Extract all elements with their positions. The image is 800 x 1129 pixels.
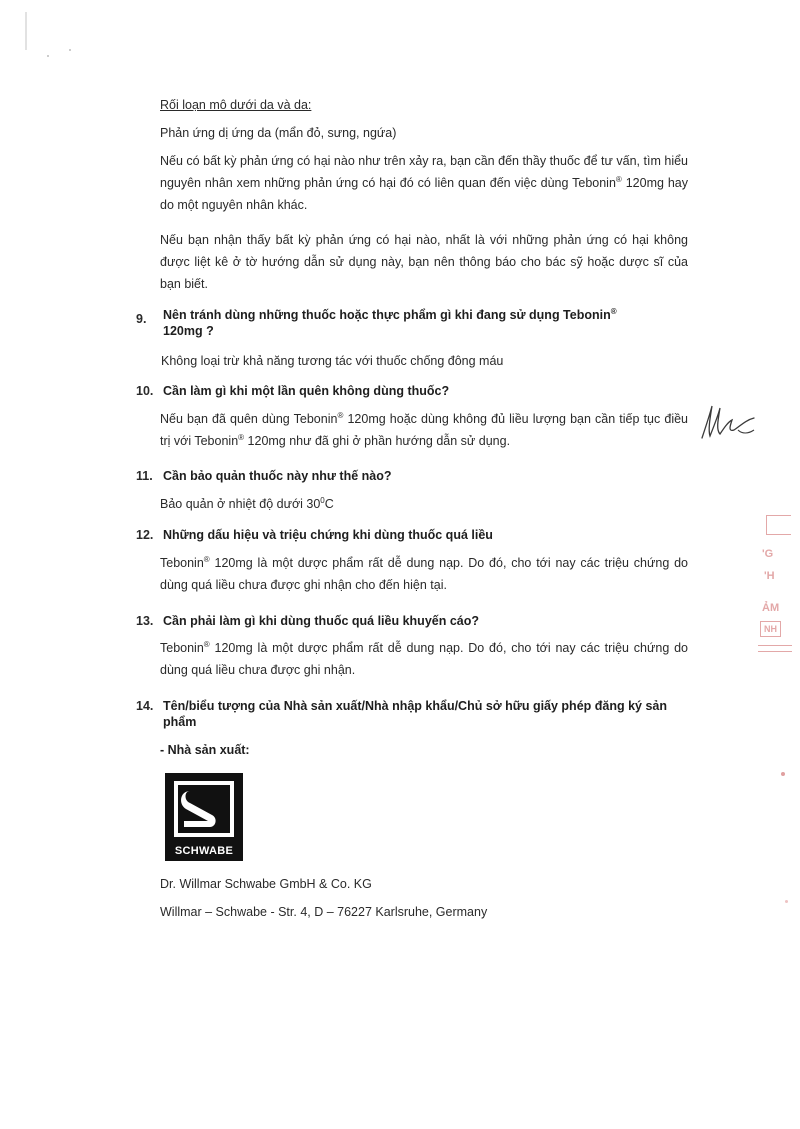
item-number: 11. [136, 469, 153, 483]
partial-stamp: 'G 'H ẢM NH [752, 515, 792, 665]
item-heading: Nên tránh dùng những thuốc hoặc thực phẩm gì khi đang sử dụng Tebonin® 120mg ? [163, 306, 617, 338]
item-text: Tebonin® 120mg là một dược phẩm rất dễ dung nạp. Do đó, cho tới nay các triệu chứng do dùng quá liều chưa được ghi nhận cho đến hiện tại. [160, 554, 688, 592]
report-advice-paragraph: Nếu bạn nhận thấy bất kỳ phản ứng có hại nào, nhất là với những phản ứng có hại không được liệt kê ở tờ hướng dẫn sử dụng này, bạn nên thông báo cho bác sỹ hoặc dược sĩ của bạn biết. [160, 233, 688, 291]
item-heading: Cần làm gì khi một lần quên không dùng thuốc? [163, 384, 450, 398]
item-number: 12. [136, 528, 154, 542]
manufacturer-address: Willmar – Schwabe - Str. 4, D – 76227 Karlsruhe, Germany [160, 905, 488, 919]
manufacturer-name: Dr. Willmar Schwabe GmbH & Co. KG [160, 877, 372, 891]
item-text: Tebonin® 120mg là một dược phẩm rất dễ dung nạp. Do đó, cho tới nay các triệu chứng do dùng quá liều chưa được ghi nhận. [160, 639, 688, 677]
item-heading: Những dấu hiệu và triệu chứng khi dùng thuốc quá liều [163, 528, 493, 542]
item-number: 10. [136, 384, 154, 398]
schwabe-s-icon [172, 779, 236, 839]
item-heading: Tên/biểu tượng của Nhà sản xuất/Nhà nhập khẩu/Chủ sở hữu giấy phép đăng ký sản phẩm [163, 699, 668, 729]
scan-marks [14, 10, 84, 60]
item-heading: Cần phải làm gì khi dùng thuốc quá liều khuyến cáo? [163, 614, 480, 628]
scan-dot [785, 900, 788, 903]
handwritten-signature-icon [698, 400, 758, 442]
item-text: Nếu bạn đã quên dùng Tebonin® 120mg hoặc dùng không đủ liều lượng bạn cần tiếp tục điều trị với Tebonin® 120mg như đã ghi ở phần hướng dẫn sử dụng. [160, 410, 689, 448]
item-text: Bảo quản ở nhiệt độ dưới $30^0C$ [160, 495, 334, 511]
scan-dot [781, 772, 785, 776]
item-text: Không loại trừ khả năng tương tác với thuốc chống đông máu [161, 354, 504, 368]
schwabe-logo [165, 773, 243, 861]
item-heading: Cần bảo quản thuốc này như thế nào? [163, 469, 392, 483]
logo-text: SCHWABE [174, 845, 234, 857]
item-number: 14. [136, 699, 154, 713]
item-number: 13. [136, 614, 154, 628]
section-title-skin: Rối loạn mô dưới da và da: [160, 98, 312, 112]
registered-mark: ® [615, 174, 622, 184]
skin-reaction-text: Phản ứng dị ứng da (mẩn đỏ, sưng, ngứa) [160, 126, 397, 140]
item-number: 9. [136, 312, 147, 326]
manufacturer-label: - Nhà sản xuất: [160, 743, 250, 757]
skin-advice-paragraph: Nếu có bất kỳ phản ứng có hại nào như trên xảy ra, bạn cần đến thầy thuốc để tư vấn, tìm hiểu nguyên nhân xem những phản ứng có hại đó có liên quan đến việc dùng Tebonin® 120mg hay do một nguyên nhân khác. [160, 154, 688, 212]
